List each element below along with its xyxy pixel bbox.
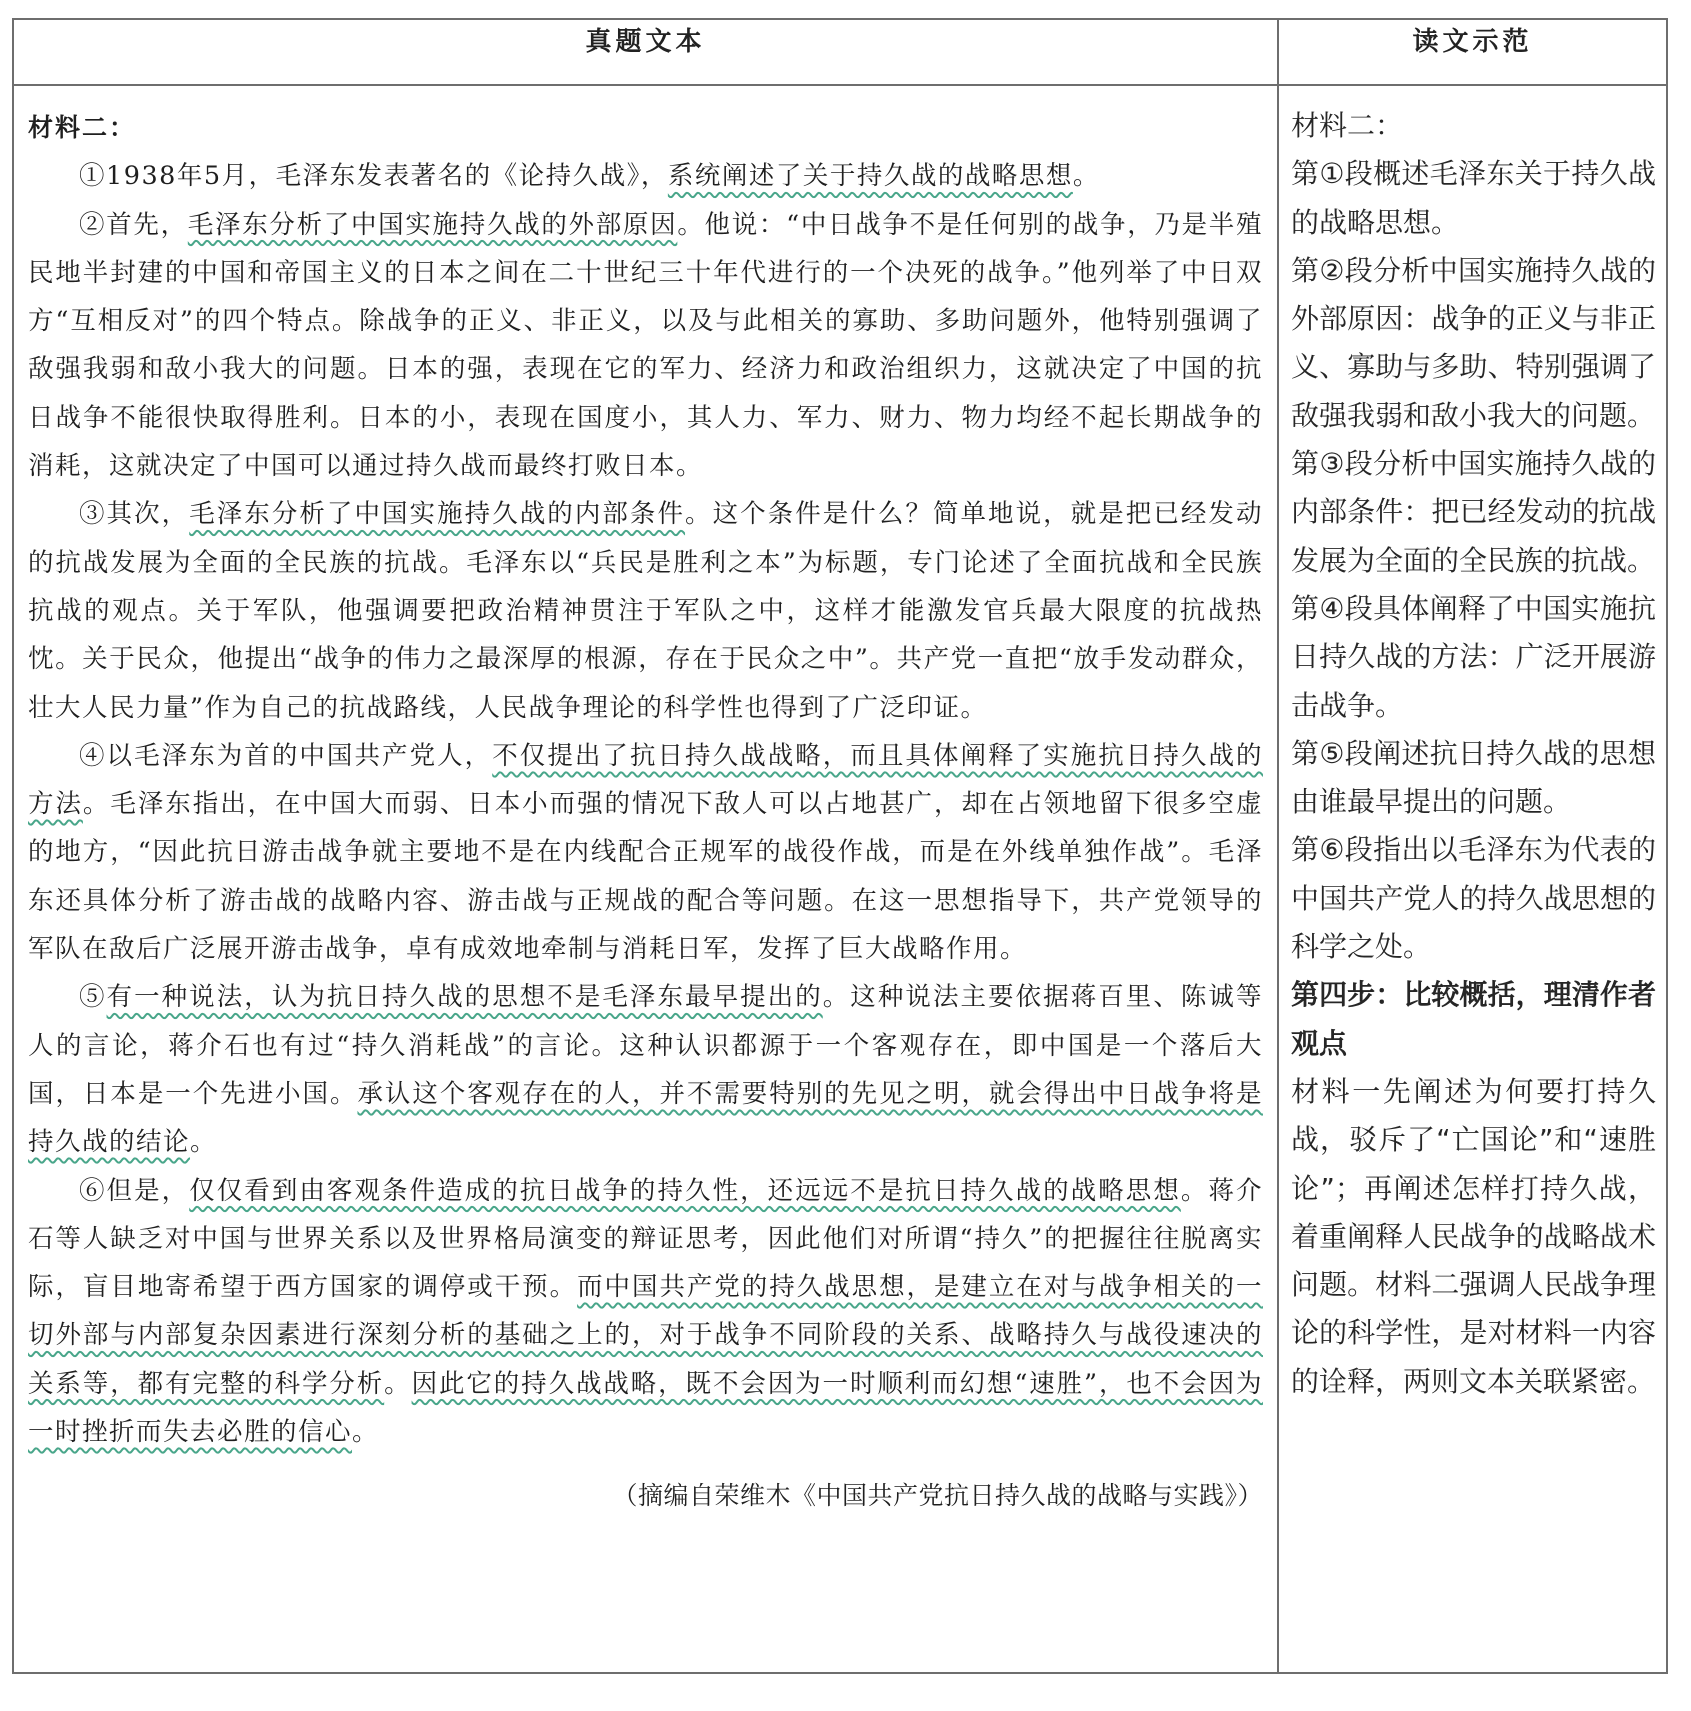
paragraph-3 [28,490,1263,731]
underlined-key-sentence: 有一种说法，认为抗日持久战的思想不是毛泽东最早提出的 [106,982,823,1013]
reading-note: 第⑥段指出以毛泽东为代表的中国共产党人的持久战思想的科学之处。 [1291,833,1656,964]
paragraph-list [28,152,1263,1456]
paragraph-text: ④以毛泽东为首的中国共产党人， [79,740,493,771]
paragraph-text: 。这种说法主要依据蒋百里、陈诚等人的言论，蒋介石也有过“持久消耗战”的言论。这种认识都源于一个客观存在，即中国是一个落后大国，日本是一个先进小国。 [28,982,1263,1109]
paragraph-text: 。他说：“中日战争不是任何别的战争，乃是半殖民地半封建的中国和帝国主义的日本之间在二十世纪三十年代进行的一个决死的战争。”他列举了中日双方“互相反对”的四个特点。除战争的正义、非正义，以及与此相关的寡助、多助问题外，他特别强调了敌强我弱和敌小我大的问题。日本的强，表现在它的军力、经济力和政治组织力，这就决定了中国的抗日战争不能很快取得胜利。日本的小，表现在国度小，其人力、军力、财力、物力均经不起长期战争的消耗，这就决定了中国可以通过持久战而最终打败日本。 [28,209,1263,482]
paragraph-text: 。这个条件是什么？简单地说，就是把已经发动的抗战发展为全面的全民族的抗战。毛泽东以“兵民是胜利之本”为标题，专门论述了全面抗战和全民族抗战的观点。关于军队，他强调要把政治精神贯注于军队之中，这样才能激发官兵最大限度的抗战热忱。关于民众，他提出“战争的伟力之最深厚的根源，存在于民众之中”。共产党一直把“放手发动群众，壮大人民力量”作为自己的抗战路线，人民战争理论的科学性也得到了广泛印证。 [28,499,1263,723]
paragraph-text: ②首先， [79,209,188,240]
reading-table [12,18,1668,1674]
paragraph-2 [28,201,1263,491]
underlined-key-sentence: 而中国共产党的持久战思想，是建立在对与战争相关的一切外部与内部复杂因素进行深刻分析的基础之上的，对于战争不同阶段的关系、战略持久与战役速决的关系等，都有完整的科学分析 [28,1272,1263,1399]
underlined-key-sentence: 毛泽东分析了中国实施持久战的外部原因 [187,209,678,240]
source-citation: （摘编自荣维木《中国共产党抗日持久战的战略与实践》） [612,1481,1263,1511]
paragraph-text: 。 [190,1127,218,1158]
paragraph-1 [28,152,1263,200]
header-source-text: 真题文本 [13,19,1278,85]
paragraph-text: ⑤ [79,982,107,1013]
paragraph-6 [28,1167,1263,1457]
underlined-key-sentence: 毛泽东分析了中国实施持久战的内部条件 [189,499,686,530]
step-heading: 第四步：比较概括，理清作者观点 [1291,978,1656,1060]
notes-list [1291,102,1656,1406]
paragraph-text: 。毛泽东指出，在中国大而弱、日本小而强的情况下敌人可以占地甚广，却在占领地留下很多空虚的地方，“因此抗日游击战争就主要地不是在内线配合正规军的战役作战，而是在外线单独作战”。毛泽东还具体分析了游击战的战略内容、游击战与正规战的配合等问题。在这一思想指导下，共产党领导的军队在敌后广泛展开游击战争，卓有成效地牵制与消耗日军，发挥了巨大战略作用。 [28,789,1263,965]
reading-note: 第③段分析中国实施持久战的内部条件：把已经发动的抗战发展为全面的全民族的抗战。 [1291,447,1656,577]
reading-demo-cell [1278,85,1667,1673]
paragraph-text: 。蒋介石等人缺乏对中国与世界关系以及世界格局演变的辩证思考，因此他们对所谓“持久”的把握往往脱离实际，盲目地寄希望于西方国家的调停或干预。 [28,1175,1263,1303]
reading-note: 第②段分析中国实施持久战的外部原因：战争的正义与非正义、寡助与多助、特别强调了敌强我弱和敌小我大的问题。 [1291,253,1656,432]
reading-note: 材料二： [1291,109,1404,142]
source-text-cell [13,85,1278,1673]
reading-note: 第①段概述毛泽东关于持久战的战略思想。 [1291,157,1656,239]
material-label: 材料二： [28,113,137,142]
header-reading-demo: 读文示范 [1278,19,1667,85]
header-row [13,19,1667,85]
paragraph-text: ①1938年5月，毛泽东发表著名的《论持久战》， [79,161,668,192]
underlined-key-sentence: 系统阐述了关于持久战的战略思想 [667,161,1073,192]
paragraph-text: ③其次， [79,499,190,530]
paragraph-4 [28,732,1263,973]
paragraph-text: ⑥但是， [79,1175,190,1206]
underlined-key-sentence: 不仅提出了抗日持久战战略，而且具体阐释了实施抗日持久战的方法 [28,740,1263,820]
reading-note: 第④段具体阐释了中国实施抗日持久战的方法：广泛开展游击战争。 [1291,591,1656,722]
paragraph-text: 。 [1072,161,1100,192]
underlined-key-sentence: 承认这个客观存在的人，并不需要特别的先见之明，就会得出中日战争将是持久战的结论 [28,1078,1263,1158]
reading-note: 第⑤段阐述抗日持久战的思想由谁最早提出的问题。 [1291,736,1656,819]
underlined-key-sentence: 仅仅看到由客观条件造成的抗日战争的持久性，还远远不是抗日持久战的战略思想 [189,1175,1181,1206]
reading-note: 材料一先阐述为何要打持久战，驳斥了“亡国论”和“速胜论”；再阐述怎样打持久战，着重阐释人民战争的战略战术问题。材料二强调人民战争理论的科学性，是对材料一内容的诠释，两则文本关联紧密。 [1291,1074,1656,1398]
content-row [13,85,1667,1673]
paragraph-5 [28,973,1263,1166]
paragraph-text: 。 [384,1368,412,1399]
underlined-key-sentence: 因此它的持久战战略，既不会因为一时顺利而幻想“速胜”，也不会因为一时挫折而失去必胜的信心 [28,1368,1263,1448]
paragraph-text: 。 [352,1417,380,1448]
